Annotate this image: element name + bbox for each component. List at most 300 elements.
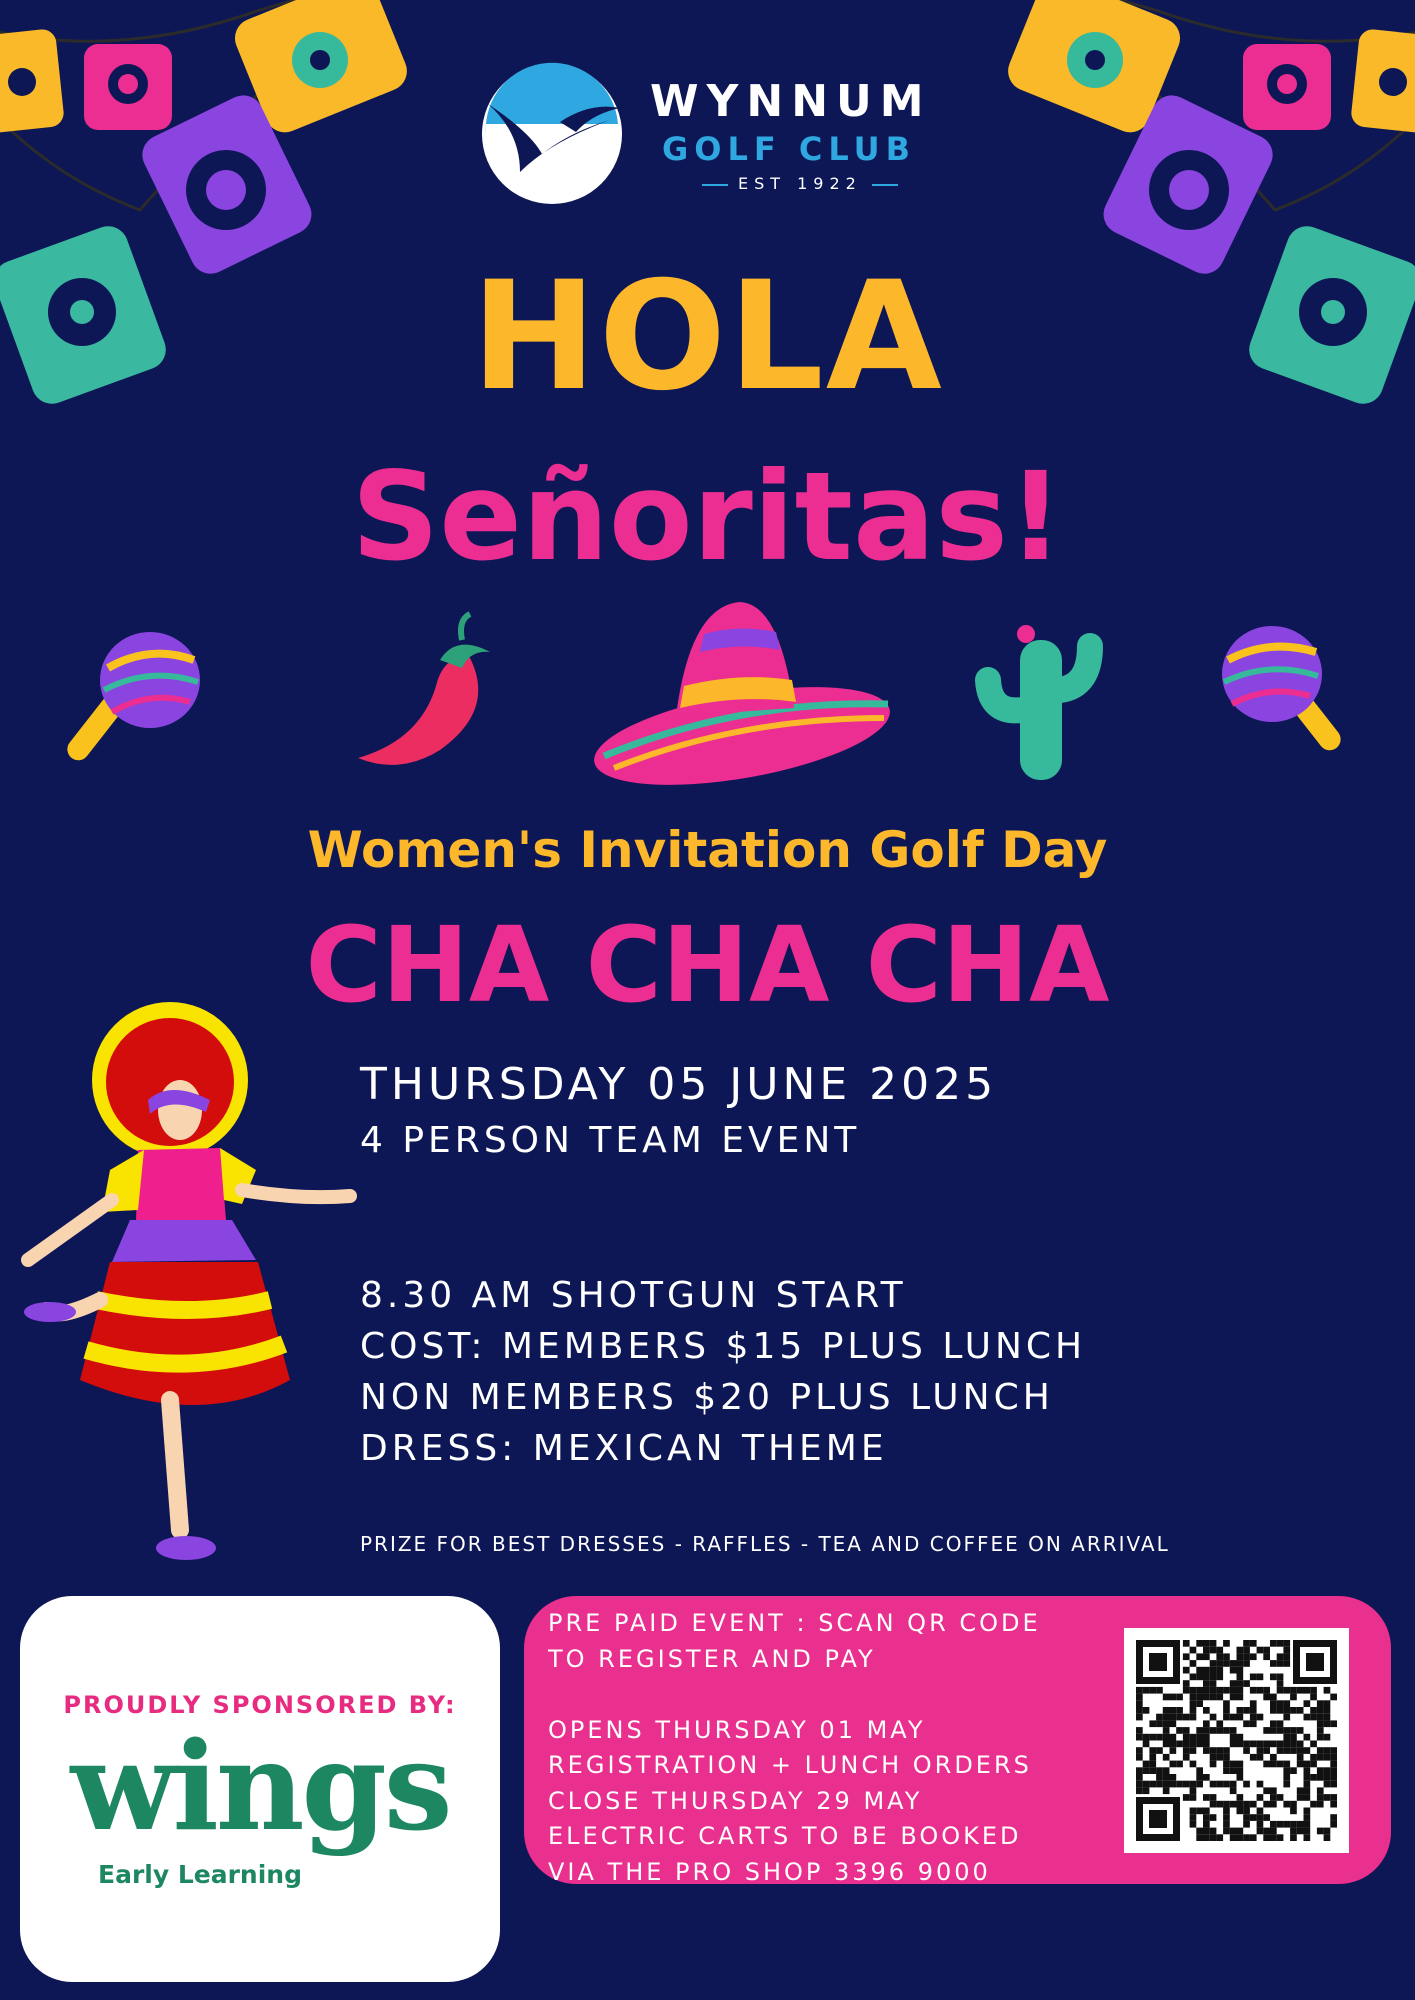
qr-module: [1210, 1640, 1217, 1647]
qr-module: [1250, 1707, 1257, 1714]
qr-module: [1270, 1794, 1277, 1801]
registration-text: [548, 1606, 1041, 1890]
qr-module: [1277, 1700, 1284, 1707]
flag-pink: [84, 44, 172, 130]
qr-module: [1136, 1787, 1143, 1794]
qr-module: [1149, 1761, 1156, 1768]
qr-module: [1237, 1808, 1244, 1815]
qr-module: [1196, 1734, 1203, 1741]
qr-module: [1143, 1787, 1150, 1794]
qr-module: [1203, 1808, 1210, 1815]
qr-module: [1237, 1834, 1244, 1841]
qr-module: [1237, 1767, 1244, 1774]
qr-module: [1203, 1653, 1210, 1660]
event-info: [360, 1270, 1086, 1474]
qr-module: [1136, 1707, 1143, 1714]
qr-module: [1183, 1741, 1190, 1748]
qr-module: [1203, 1667, 1210, 1674]
qr-module: [1163, 1714, 1170, 1721]
qr-module: [1170, 1694, 1177, 1701]
qr-module: [1230, 1694, 1237, 1701]
qr-module: [1263, 1787, 1270, 1794]
qr-module: [1196, 1727, 1203, 1734]
qr-module: [1170, 1720, 1177, 1727]
qr-module: [1277, 1720, 1284, 1727]
qr-module: [1170, 1707, 1177, 1714]
qr-module: [1257, 1828, 1264, 1835]
qr-module: [1277, 1747, 1284, 1754]
qr-module: [1237, 1734, 1244, 1741]
qr-module: [1297, 1794, 1304, 1801]
qr-module: [1203, 1747, 1210, 1754]
qr-module: [1270, 1821, 1277, 1828]
qr-module: [1317, 1774, 1324, 1781]
qr-module: [1324, 1781, 1331, 1788]
qr-module: [1290, 1767, 1297, 1774]
qr-module: [1297, 1787, 1304, 1794]
qr-module: [1149, 1734, 1156, 1741]
qr-module: [1257, 1674, 1264, 1681]
qr-module: [1190, 1660, 1197, 1667]
qr-module: [1216, 1653, 1223, 1660]
qr-module: [1190, 1741, 1197, 1748]
event-format: 4 PERSON TEAM EVENT: [360, 1120, 861, 1161]
qr-module: [1283, 1747, 1290, 1754]
qr-module: [1223, 1767, 1230, 1774]
qr-module: [1290, 1734, 1297, 1741]
qr-module: [1324, 1754, 1331, 1761]
qr-module: [1136, 1694, 1143, 1701]
qr-module: [1297, 1687, 1304, 1694]
qr-module: [1196, 1767, 1203, 1774]
qr-module: [1196, 1834, 1203, 1841]
qr-module: [1290, 1707, 1297, 1714]
qr-module: [1277, 1834, 1284, 1841]
qr-module: [1136, 1747, 1143, 1754]
qr-module: [1210, 1828, 1217, 1835]
qr-module: [1330, 1774, 1337, 1781]
qr-module: [1203, 1821, 1210, 1828]
qr-code[interactable]: [1124, 1628, 1349, 1853]
qr-module: [1317, 1794, 1324, 1801]
qr-module: [1324, 1828, 1331, 1835]
qr-module: [1216, 1801, 1223, 1808]
qr-module: [1263, 1747, 1270, 1754]
qr-module: [1223, 1653, 1230, 1660]
qr-module: [1183, 1734, 1190, 1741]
logo-wordmark: WYNNUM: [650, 76, 932, 127]
qr-module: [1183, 1653, 1190, 1660]
qr-module: [1203, 1741, 1210, 1748]
qr-module: [1196, 1781, 1203, 1788]
qr-module: [1304, 1828, 1311, 1835]
qr-module: [1237, 1653, 1244, 1660]
qr-module: [1257, 1781, 1264, 1788]
qr-module: [1136, 1754, 1143, 1761]
qr-module: [1190, 1761, 1197, 1768]
qr-module: [1283, 1707, 1290, 1714]
info-member-cost: COST: MEMBERS $15 PLUS LUNCH: [360, 1326, 1087, 1367]
qr-module: [1283, 1640, 1290, 1647]
qr-module: [1283, 1727, 1290, 1734]
qr-module: [1163, 1767, 1170, 1774]
qr-module: [1277, 1674, 1284, 1681]
qr-module: [1149, 1767, 1156, 1774]
qr-module: [1237, 1741, 1244, 1748]
qr-module: [1270, 1754, 1277, 1761]
qr-module: [1317, 1734, 1324, 1741]
qr-module: [1330, 1720, 1337, 1727]
qr-module: [1310, 1741, 1317, 1748]
qr-module: [1324, 1734, 1331, 1741]
sponsor-logo-wordmark: wings: [70, 1714, 450, 1858]
qr-module: [1196, 1687, 1203, 1694]
qr-module: [1324, 1774, 1331, 1781]
qr-module: [1196, 1774, 1203, 1781]
qr-module: [1163, 1774, 1170, 1781]
qr-module: [1183, 1781, 1190, 1788]
qr-module: [1304, 1781, 1311, 1788]
qr-module: [1263, 1828, 1270, 1835]
qr-module: [1143, 1734, 1150, 1741]
qr-module: [1330, 1801, 1337, 1808]
qr-module: [1310, 1707, 1317, 1714]
qr-module: [1237, 1828, 1244, 1835]
qr-module: [1216, 1781, 1223, 1788]
qr-module: [1170, 1734, 1177, 1741]
qr-module: [1176, 1741, 1183, 1748]
qr-module: [1136, 1727, 1143, 1734]
qr-module: [1176, 1781, 1183, 1788]
qr-module: [1297, 1761, 1304, 1768]
qr-module: [1290, 1694, 1297, 1701]
qr-module: [1190, 1714, 1197, 1721]
qr-module: [1304, 1767, 1311, 1774]
qr-module: [1223, 1660, 1230, 1667]
qr-module: [1203, 1680, 1210, 1687]
qr-module: [1210, 1834, 1217, 1841]
qr-module: [1317, 1828, 1324, 1835]
qr-module: [1143, 1781, 1150, 1788]
qr-module: [1263, 1727, 1270, 1734]
qr-module: [1330, 1761, 1337, 1768]
qr-module: [1277, 1821, 1284, 1828]
qr-module: [1277, 1707, 1284, 1714]
qr-module: [1297, 1741, 1304, 1748]
qr-module: [1190, 1747, 1197, 1754]
qr-module: [1277, 1680, 1284, 1687]
qr-module: [1216, 1727, 1223, 1734]
qr-module: [1230, 1801, 1237, 1808]
qr-module: [1230, 1741, 1237, 1748]
qr-module: [1277, 1660, 1284, 1667]
qr-module: [1216, 1694, 1223, 1701]
qr-module: [1210, 1674, 1217, 1681]
qr-module: [1149, 1781, 1156, 1788]
flag-pink: [1243, 44, 1331, 130]
qr-module: [1190, 1794, 1197, 1801]
qr-module: [1304, 1774, 1311, 1781]
bird-emblem-icon: [480, 62, 625, 207]
qr-module: [1270, 1700, 1277, 1707]
qr-module: [1237, 1794, 1244, 1801]
qr-module: [1230, 1767, 1237, 1774]
qr-module: [1216, 1647, 1223, 1654]
qr-module: [1156, 1720, 1163, 1727]
qr-module: [1196, 1808, 1203, 1815]
qr-module: [1263, 1741, 1270, 1748]
qr-module: [1203, 1687, 1210, 1694]
qr-module: [1277, 1687, 1284, 1694]
qr-module: [1190, 1814, 1197, 1821]
qr-module: [1230, 1714, 1237, 1721]
qr-module: [1210, 1714, 1217, 1721]
qr-module: [1203, 1694, 1210, 1701]
qr-module: [1283, 1700, 1290, 1707]
qr-module: [1297, 1828, 1304, 1835]
qr-module: [1210, 1660, 1217, 1667]
event-name: CHA CHA CHA: [305, 904, 1110, 1026]
qr-module: [1237, 1694, 1244, 1701]
qr-module: [1156, 1734, 1163, 1741]
qr-module: [1190, 1700, 1197, 1707]
qr-module: [1136, 1781, 1143, 1788]
qr-module: [1237, 1774, 1244, 1781]
qr-module: [1156, 1714, 1163, 1721]
qr-module: [1324, 1714, 1331, 1721]
qr-module: [1136, 1774, 1143, 1781]
qr-module: [1250, 1640, 1257, 1647]
qr-module: [1156, 1781, 1163, 1788]
qr-module: [1270, 1834, 1277, 1841]
info-dress: DRESS: MEXICAN THEME: [360, 1428, 888, 1469]
qr-module: [1243, 1660, 1250, 1667]
qr-module: [1270, 1674, 1277, 1681]
qr-module: [1163, 1707, 1170, 1714]
qr-module: [1324, 1687, 1331, 1694]
qr-module: [1283, 1767, 1290, 1774]
qr-module: [1257, 1647, 1264, 1654]
maraca-icon: [1222, 626, 1345, 755]
maraca-icon: [63, 632, 200, 765]
qr-module: [1183, 1727, 1190, 1734]
qr-module: [1230, 1667, 1237, 1674]
qr-module: [1270, 1720, 1277, 1727]
qr-module: [1237, 1647, 1244, 1654]
qr-module: [1283, 1821, 1290, 1828]
qr-module: [1243, 1741, 1250, 1748]
qr-module: [1183, 1754, 1190, 1761]
qr-module: [1270, 1707, 1277, 1714]
qr-module: [1190, 1687, 1197, 1694]
qr-module: [1243, 1808, 1250, 1815]
qr-module: [1223, 1707, 1230, 1714]
qr-module: [1283, 1653, 1290, 1660]
qr-module: [1277, 1727, 1284, 1734]
registration-line: ELECTRIC CARTS TO BE BOOKED: [548, 1822, 1022, 1850]
qr-module: [1304, 1787, 1311, 1794]
qr-module: [1304, 1700, 1311, 1707]
qr-module: [1190, 1821, 1197, 1828]
qr-module: [1270, 1660, 1277, 1667]
qr-module: [1330, 1767, 1337, 1774]
qr-module: [1216, 1667, 1223, 1674]
qr-module: [1243, 1680, 1250, 1687]
registration-line: CLOSE THURSDAY 29 MAY: [548, 1786, 923, 1815]
qr-module: [1310, 1801, 1317, 1808]
qr-module: [1243, 1653, 1250, 1660]
qr-module: [1290, 1808, 1297, 1815]
qr-module: [1196, 1741, 1203, 1748]
qr-module: [1149, 1720, 1156, 1727]
qr-module: [1163, 1741, 1170, 1748]
qr-module: [1317, 1801, 1324, 1808]
qr-module: [1237, 1801, 1244, 1808]
qr-module: [1263, 1653, 1270, 1660]
qr-module: [1223, 1808, 1230, 1815]
qr-module: [1263, 1801, 1270, 1808]
qr-module: [1203, 1834, 1210, 1841]
qr-module: [1223, 1727, 1230, 1734]
qr-module: [1324, 1707, 1331, 1714]
qr-module: [1317, 1727, 1324, 1734]
qr-module: [1170, 1747, 1177, 1754]
qr-module: [1290, 1727, 1297, 1734]
qr-module: [1196, 1700, 1203, 1707]
qr-module: [1183, 1667, 1190, 1674]
qr-module: [1223, 1814, 1230, 1821]
qr-module: [1143, 1741, 1150, 1748]
qr-module: [1304, 1808, 1311, 1815]
qr-module: [1170, 1774, 1177, 1781]
headline-hola: HOLA: [471, 250, 944, 424]
qr-module: [1190, 1734, 1197, 1741]
qr-module: [1210, 1814, 1217, 1821]
qr-module: [1317, 1714, 1324, 1721]
qr-module: [1283, 1647, 1290, 1654]
qr-module: [1210, 1801, 1217, 1808]
qr-module: [1243, 1781, 1250, 1788]
qr-module: [1163, 1694, 1170, 1701]
qr-module: [1163, 1734, 1170, 1741]
qr-module: [1310, 1694, 1317, 1701]
qr-module: [1270, 1640, 1277, 1647]
qr-module: [1297, 1747, 1304, 1754]
qr-module: [1170, 1741, 1177, 1748]
qr-module: [1330, 1781, 1337, 1788]
registration-line: REGISTRATION + LUNCH ORDERS: [548, 1751, 1032, 1779]
qr-module: [1290, 1828, 1297, 1835]
qr-module: [1210, 1694, 1217, 1701]
qr-module: [1304, 1734, 1311, 1741]
qr-module: [1230, 1781, 1237, 1788]
qr-module: [1163, 1720, 1170, 1727]
qr-module: [1304, 1714, 1311, 1721]
qr-module: [1283, 1761, 1290, 1768]
qr-module: [1237, 1707, 1244, 1714]
qr-module: [1317, 1767, 1324, 1774]
qr-module: [1324, 1834, 1331, 1841]
qr-module: [1317, 1707, 1324, 1714]
qr-module: [1330, 1794, 1337, 1801]
qr-module: [1243, 1814, 1250, 1821]
qr-module: [1230, 1727, 1237, 1734]
qr-module: [1196, 1674, 1203, 1681]
qr-module: [1223, 1747, 1230, 1754]
qr-module: [1230, 1734, 1237, 1741]
registration-line: OPENS THURSDAY 01 MAY: [548, 1715, 926, 1744]
qr-module: [1283, 1774, 1290, 1781]
qr-module: [1317, 1754, 1324, 1761]
qr-module: [1230, 1687, 1237, 1694]
qr-module: [1237, 1674, 1244, 1681]
qr-module: [1170, 1714, 1177, 1721]
qr-module: [1223, 1754, 1230, 1761]
qr-module: [1163, 1787, 1170, 1794]
qr-module: [1283, 1741, 1290, 1748]
qr-module: [1270, 1828, 1277, 1835]
qr-module: [1170, 1761, 1177, 1768]
qr-module: [1210, 1794, 1217, 1801]
logo-subwordmark: GOLF CLUB: [662, 130, 916, 168]
qr-module: [1277, 1653, 1284, 1660]
chili-icon: [358, 614, 490, 765]
qr-module: [1304, 1821, 1311, 1828]
qr-module: [1176, 1694, 1183, 1701]
event-subtitle: Women's Invitation Golf Day: [307, 821, 1108, 879]
qr-module: [1283, 1714, 1290, 1721]
qr-module: [1190, 1781, 1197, 1788]
qr-module: [1210, 1680, 1217, 1687]
qr-module: [1270, 1694, 1277, 1701]
qr-module: [1277, 1761, 1284, 1768]
qr-module: [1203, 1707, 1210, 1714]
event-extras: PRIZE FOR BEST DRESSES - RAFFLES - TEA AND COFFEE ON ARRIVAL: [360, 1532, 1170, 1556]
qr-module: [1223, 1700, 1230, 1707]
qr-module: [1223, 1781, 1230, 1788]
qr-module: [1190, 1674, 1197, 1681]
qr-module: [1223, 1640, 1230, 1647]
qr-module: [1243, 1834, 1250, 1841]
qr-module: [1210, 1754, 1217, 1761]
registration-line: [548, 1677, 1041, 1713]
club-logo: [480, 62, 940, 207]
qr-module: [1324, 1747, 1331, 1754]
qr-module: [1203, 1727, 1210, 1734]
registration-line: TO REGISTER AND PAY: [548, 1644, 876, 1673]
qr-module: [1196, 1828, 1203, 1835]
qr-module: [1290, 1834, 1297, 1841]
qr-module: [1136, 1700, 1143, 1707]
qr-module: [1317, 1787, 1324, 1794]
qr-module: [1230, 1787, 1237, 1794]
qr-module: [1250, 1741, 1257, 1748]
qr-module: [1263, 1814, 1270, 1821]
qr-module: [1210, 1687, 1217, 1694]
logo-established: EST 1922: [692, 174, 908, 193]
qr-module: [1156, 1767, 1163, 1774]
dancer-illustration: [20, 1000, 380, 1580]
qr-module: [1250, 1834, 1257, 1841]
qr-module: [1136, 1767, 1143, 1774]
qr-module: [1297, 1754, 1304, 1761]
flag-yellow: [1350, 28, 1415, 134]
qr-module: [1136, 1734, 1143, 1741]
qr-module: [1143, 1767, 1150, 1774]
qr-module: [1237, 1761, 1244, 1768]
qr-module: [1230, 1761, 1237, 1768]
qr-module: [1243, 1707, 1250, 1714]
